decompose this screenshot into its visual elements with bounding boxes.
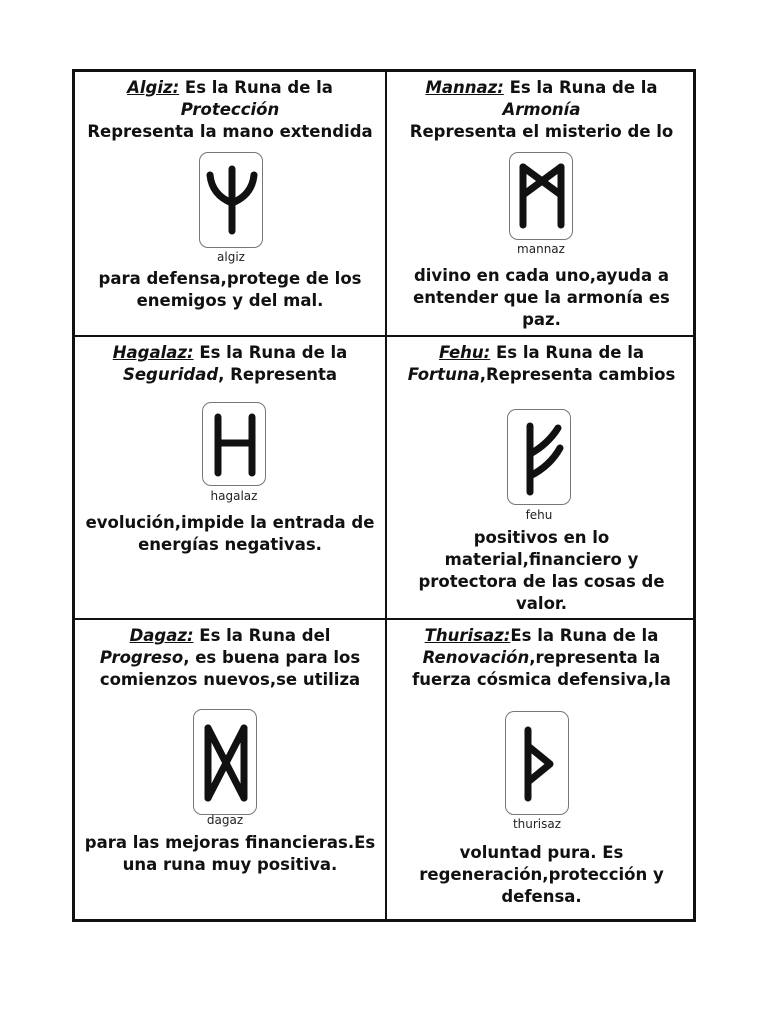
- rune-meaning: Protección: [180, 100, 280, 119]
- rune-intro: Es la Runa de la: [179, 78, 333, 97]
- rune-name: Hagalaz:: [112, 343, 194, 362]
- rune-description-continued: entender que la armonía es: [413, 288, 670, 307]
- rune-description: comienzos nuevos,se utiliza: [99, 670, 361, 689]
- rune-name: Fehu:: [438, 343, 491, 362]
- rune-table: [72, 69, 696, 922]
- rune-label: thurisaz: [512, 817, 562, 831]
- rune-description: Representa la mano extendida: [87, 122, 373, 141]
- rune-name: Algiz:: [127, 78, 180, 97]
- rune-cell-hagalaz: [75, 337, 385, 618]
- rune-name: Thurisaz:: [424, 626, 511, 645]
- rune-meaning: Fortuna: [407, 365, 480, 384]
- mannaz-rune-icon: [509, 152, 573, 240]
- rune-heading: [387, 625, 696, 647]
- rune-description-continued: enemigos y del mal.: [136, 291, 324, 310]
- rune-label: mannaz: [517, 242, 565, 256]
- rune-label: dagaz: [206, 813, 244, 827]
- rune-label: algiz: [217, 250, 245, 264]
- rune-intro: Es la Runa de la: [490, 343, 644, 362]
- rune-label: fehu: [525, 508, 553, 522]
- rune-meaning-line: [75, 364, 385, 386]
- rune-heading: [387, 342, 696, 364]
- rune-cell-dagaz: [75, 620, 385, 922]
- rune-heading: [75, 625, 385, 647]
- rune-intro: Es la Runa de la: [503, 78, 658, 97]
- rune-description-continued: positivos en lo: [473, 528, 610, 547]
- rune-heading: [75, 77, 385, 99]
- algiz-rune-icon: [199, 152, 263, 248]
- rune-meaning: Seguridad: [122, 365, 219, 384]
- rune-description: , Representa: [218, 365, 337, 384]
- rune-description-continued: paz.: [522, 310, 561, 329]
- rune-meaning-line: [387, 364, 696, 386]
- rune-intro: Es la Runa del: [193, 626, 331, 645]
- rune-cell-mannaz: [387, 72, 696, 335]
- rune-description-continued: para defensa,protege de los: [98, 269, 362, 288]
- rune-description-continued: evolución,impide la entrada de: [85, 513, 375, 532]
- rune-description: fuerza cósmica defensiva,la: [412, 670, 671, 689]
- rune-meaning: Progreso: [99, 648, 184, 667]
- fehu-rune-icon: [507, 409, 571, 505]
- rune-description-continued: energías negativas.: [138, 535, 322, 554]
- rune-cell-thurisaz: [387, 620, 696, 922]
- rune-description-continued: para las mejoras financieras.Es: [84, 833, 376, 852]
- hagalaz-rune-icon: [202, 402, 266, 486]
- rune-intro: Es la Runa de la: [193, 343, 348, 362]
- rune-description-continued: protectora de las cosas de: [418, 572, 665, 591]
- rune-description-continued: regeneración,protección y: [419, 865, 664, 884]
- rune-name: Mannaz:: [425, 78, 504, 97]
- rune-meaning-line: [75, 647, 385, 669]
- rune-heading: [75, 342, 385, 364]
- rune-heading: [387, 77, 696, 99]
- rune-description-continued: una runa muy positiva.: [122, 855, 338, 874]
- rune-label: hagalaz: [210, 489, 258, 503]
- rune-description-continued: material,financiero y: [444, 550, 639, 569]
- rune-description: ,representa la: [529, 648, 661, 667]
- rune-description-continued: defensa.: [501, 887, 582, 906]
- rune-meaning: Armonía: [502, 100, 581, 119]
- rune-meaning-line: [387, 647, 696, 669]
- thurisaz-rune-icon: [505, 711, 569, 815]
- rune-meaning: Renovación: [422, 648, 530, 667]
- rune-cell-fehu: [387, 337, 696, 618]
- rune-description-continued: divino en cada uno,ayuda a: [413, 266, 670, 285]
- rune-description: Representa el misterio de lo: [409, 122, 674, 141]
- rune-cell-algiz: [75, 72, 385, 335]
- rune-intro: Es la Runa de la: [510, 626, 659, 645]
- rune-description-continued: valor.: [516, 594, 567, 613]
- rune-name: Dagaz:: [129, 626, 194, 645]
- dagaz-rune-icon: [193, 709, 257, 815]
- rune-description: , es buena para los: [183, 648, 361, 667]
- rune-description: ,Representa cambios: [479, 365, 676, 384]
- rune-description-continued: voluntad pura. Es: [459, 843, 624, 862]
